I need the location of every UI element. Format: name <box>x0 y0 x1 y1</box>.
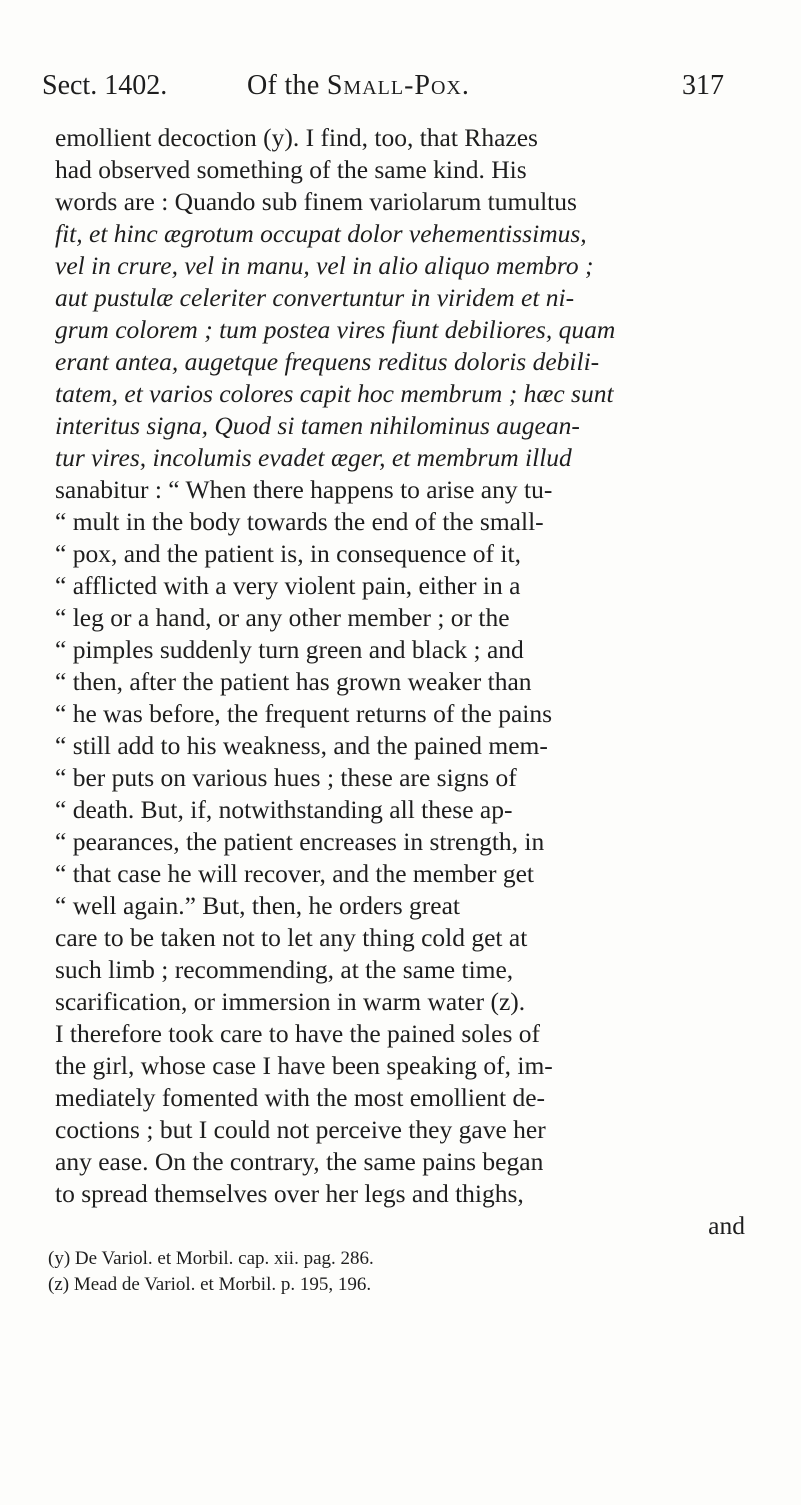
text-line: mediately fomented with the most emollient de- <box>55 1083 546 1112</box>
page-number: 317 <box>682 70 724 101</box>
running-title-prefix: Of the <box>247 70 327 101</box>
text-line: fit, et hinc ægrotum occupat dolor vehementissimus, <box>55 219 587 248</box>
text-line: “ pimples suddenly turn green and black ; and <box>55 635 524 664</box>
text-line: to spread themselves over her legs and thighs, <box>55 1179 524 1208</box>
text-line: “ death. But, if, notwithstanding all these ap- <box>55 795 513 824</box>
text-line: the girl, whose case I have been speaking of, im- <box>55 1051 553 1080</box>
text-line: “ afflicted with a very violent pain, either in a <box>55 571 521 600</box>
text-line: “ then, after the patient has grown weaker than <box>55 667 532 696</box>
text-line: such limb ; recommending, at the same time, <box>55 955 514 984</box>
catchword: and <box>708 1211 745 1240</box>
text-line: “ ber puts on various hues ; these are signs of <box>55 763 517 792</box>
text-line: vel in crure, vel in manu, vel in alio aliquo membro ; <box>55 251 594 280</box>
text-line: aut pustulæ celeriter convertuntur in viridem et ni- <box>55 283 575 312</box>
text-line: grum colorem ; tum postea vires fiunt debiliores, quam <box>55 315 616 344</box>
text-line: scarification, or immersion in warm water (z). <box>55 987 526 1016</box>
text-line: “ pearances, the patient encreases in strength, in <box>55 827 545 856</box>
footnote-y: (y) De Variol. et Morbil. cap. xii. pag. 286. <box>48 1248 374 1269</box>
running-title-smallcaps: Small-Pox. <box>326 70 470 101</box>
text-line: I therefore took care to have the pained soles of <box>55 1019 540 1048</box>
footnotes <box>48 1246 748 1298</box>
text-line: erant antea, augetque frequens reditus doloris debili- <box>55 347 600 376</box>
text-line: care to be taken not to let any thing cold get at <box>55 923 528 952</box>
text-line: interitus signa, Quod si tamen nihilominus augean- <box>55 411 580 440</box>
text-line: had observed something of the same kind. His <box>55 155 527 184</box>
text-line: “ pox, and the patient is, in consequence of it, <box>55 539 521 568</box>
text-line: any ease. On the contrary, the same pains began <box>55 1147 544 1176</box>
text-line: emollient decoction (y). I find, too, that Rhazes <box>55 123 538 152</box>
text-line: tur vires, incolumis evadet æger, et membrum illud <box>55 443 572 472</box>
section-number: Sect. 1402. <box>42 70 168 101</box>
text-line: “ well again.” But, then, he orders great <box>55 891 461 920</box>
text-line: coctions ; but I could not perceive they gave her <box>55 1115 546 1144</box>
footnote-z: (z) Mead de Variol. et Morbil. p. 195, 196. <box>48 1274 372 1295</box>
text-line: words are : Quando sub finem variolarum tumultus <box>55 187 577 216</box>
text-line: “ still add to his weakness, and the pained mem- <box>55 731 548 760</box>
text-line: “ mult in the body towards the end of the small- <box>55 507 544 536</box>
text-line: “ that case he will recover, and the member get <box>55 859 535 888</box>
text-line: “ leg or a hand, or any other member ; or the <box>55 603 510 632</box>
text-line: tatem, et varios colores capit hoc membrum ; hæc sunt <box>55 379 614 408</box>
text-line: sanabitur : “ When there happens to arise any tu- <box>55 475 553 504</box>
text-line: “ he was before, the frequent returns of the pains <box>55 699 553 728</box>
